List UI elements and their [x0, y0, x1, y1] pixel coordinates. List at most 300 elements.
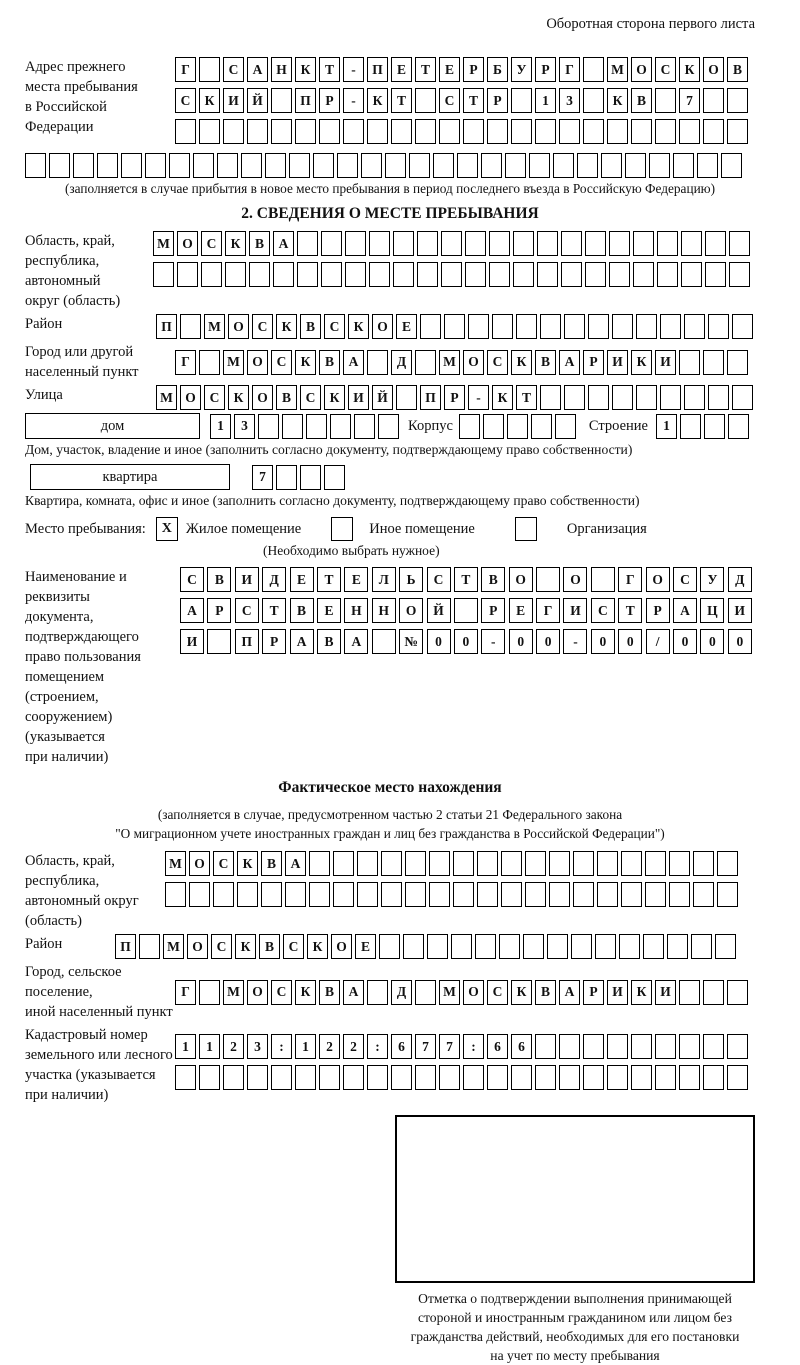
char-cell[interactable]: К [235, 934, 256, 959]
char-cell[interactable] [633, 231, 654, 256]
char-cell[interactable] [657, 231, 678, 256]
char-cell[interactable] [475, 934, 496, 959]
char-cell[interactable] [396, 385, 417, 410]
char-cell[interactable]: 1 [199, 1034, 220, 1059]
char-cell[interactable]: 3 [234, 414, 255, 439]
char-cell[interactable]: 7 [679, 88, 700, 113]
char-cell[interactable]: С [175, 88, 196, 113]
char-cell[interactable]: С [235, 598, 259, 623]
char-cell[interactable]: С [324, 314, 345, 339]
char-cell[interactable]: П [235, 629, 259, 654]
char-cell[interactable]: Й [247, 88, 268, 113]
char-cell[interactable] [463, 119, 484, 144]
char-cell[interactable]: 1 [175, 1034, 196, 1059]
char-cell[interactable] [621, 882, 642, 907]
char-cell[interactable]: А [273, 231, 294, 256]
char-cell[interactable] [285, 882, 306, 907]
char-cell[interactable] [573, 851, 594, 876]
char-cell[interactable] [405, 851, 426, 876]
char-cell[interactable]: Г [175, 57, 196, 82]
char-cell[interactable]: А [673, 598, 697, 623]
char-cell[interactable] [276, 465, 297, 490]
char-cell[interactable]: К [367, 88, 388, 113]
char-cell[interactable]: - [343, 88, 364, 113]
char-cell[interactable] [343, 119, 364, 144]
char-cell[interactable] [385, 153, 406, 178]
char-cell[interactable]: Д [391, 350, 412, 375]
char-cell[interactable]: О [372, 314, 393, 339]
char-cell[interactable] [555, 414, 576, 439]
char-cell[interactable]: Т [317, 567, 341, 592]
char-cell[interactable]: П [156, 314, 177, 339]
char-cell[interactable]: - [481, 629, 505, 654]
char-cell[interactable]: Р [207, 598, 231, 623]
char-cell[interactable]: С [427, 567, 451, 592]
char-cell[interactable] [679, 980, 700, 1005]
char-cell[interactable] [357, 851, 378, 876]
char-cell[interactable]: - [343, 57, 364, 82]
char-cell[interactable] [529, 153, 550, 178]
char-cell[interactable]: 3 [559, 88, 580, 113]
char-cell[interactable] [693, 851, 714, 876]
char-cell[interactable] [354, 414, 375, 439]
char-cell[interactable]: К [276, 314, 297, 339]
char-cell[interactable] [420, 314, 441, 339]
char-cell[interactable] [540, 385, 561, 410]
char-cell[interactable] [631, 1034, 652, 1059]
char-cell[interactable]: П [420, 385, 441, 410]
char-cell[interactable] [271, 119, 292, 144]
char-cell[interactable] [309, 851, 330, 876]
char-cell[interactable]: 0 [728, 629, 752, 654]
char-cell[interactable] [201, 262, 222, 287]
char-cell[interactable] [536, 567, 560, 592]
char-cell[interactable] [727, 88, 748, 113]
char-cell[interactable] [511, 1065, 532, 1090]
char-cell[interactable]: В [276, 385, 297, 410]
char-cell[interactable] [337, 153, 358, 178]
char-cell[interactable] [501, 851, 522, 876]
char-cell[interactable] [511, 88, 532, 113]
char-cell[interactable]: И [655, 980, 676, 1005]
char-cell[interactable] [345, 262, 366, 287]
char-cell[interactable]: Е [317, 598, 341, 623]
char-cell[interactable]: В [631, 88, 652, 113]
char-cell[interactable]: 7 [415, 1034, 436, 1059]
char-cell[interactable]: 1 [656, 414, 677, 439]
char-cell[interactable] [501, 882, 522, 907]
char-cell[interactable] [669, 851, 690, 876]
char-cell[interactable]: Л [372, 567, 396, 592]
char-cell[interactable]: Ц [700, 598, 724, 623]
char-cell[interactable] [679, 119, 700, 144]
char-cell[interactable] [657, 262, 678, 287]
char-cell[interactable] [655, 1065, 676, 1090]
char-cell[interactable]: У [511, 57, 532, 82]
char-cell[interactable] [217, 153, 238, 178]
char-cell[interactable] [684, 314, 705, 339]
char-cell[interactable]: Т [262, 598, 286, 623]
char-cell[interactable] [225, 262, 246, 287]
char-cell[interactable] [367, 980, 388, 1005]
char-cell[interactable] [655, 1034, 676, 1059]
char-cell[interactable] [417, 262, 438, 287]
char-cell[interactable]: М [223, 350, 244, 375]
char-cell[interactable]: И [563, 598, 587, 623]
char-cell[interactable]: Д [728, 567, 752, 592]
char-cell[interactable] [177, 262, 198, 287]
char-cell[interactable]: М [439, 350, 460, 375]
char-cell[interactable] [247, 1065, 268, 1090]
char-cell[interactable]: И [728, 598, 752, 623]
char-cell[interactable] [319, 1065, 340, 1090]
char-cell[interactable]: К [492, 385, 513, 410]
char-cell[interactable]: О [180, 385, 201, 410]
char-cell[interactable] [705, 262, 726, 287]
char-cell[interactable]: Д [391, 980, 412, 1005]
char-cell[interactable]: К [199, 88, 220, 113]
char-cell[interactable] [705, 231, 726, 256]
char-cell[interactable] [439, 1065, 460, 1090]
char-cell[interactable]: О [247, 980, 268, 1005]
char-cell[interactable] [513, 262, 534, 287]
char-cell[interactable]: О [703, 57, 724, 82]
char-cell[interactable]: 3 [247, 1034, 268, 1059]
char-cell[interactable] [708, 385, 729, 410]
char-cell[interactable]: С [487, 350, 508, 375]
char-cell[interactable] [433, 153, 454, 178]
char-cell[interactable] [704, 414, 725, 439]
char-cell[interactable] [145, 153, 166, 178]
char-cell[interactable] [367, 350, 388, 375]
char-cell[interactable]: А [559, 980, 580, 1005]
char-cell[interactable]: К [631, 350, 652, 375]
char-cell[interactable]: В [535, 980, 556, 1005]
char-cell[interactable] [636, 314, 657, 339]
char-cell[interactable] [441, 231, 462, 256]
char-cell[interactable] [535, 1034, 556, 1059]
char-cell[interactable] [415, 350, 436, 375]
char-cell[interactable]: К [225, 231, 246, 256]
char-cell[interactable]: / [646, 629, 670, 654]
char-cell[interactable] [625, 153, 646, 178]
char-cell[interactable] [588, 314, 609, 339]
char-cell[interactable]: И [655, 350, 676, 375]
char-cell[interactable]: 7 [439, 1034, 460, 1059]
char-cell[interactable] [487, 119, 508, 144]
char-cell[interactable]: 1 [210, 414, 231, 439]
char-cell[interactable] [708, 314, 729, 339]
char-cell[interactable] [73, 153, 94, 178]
char-cell[interactable]: Г [175, 350, 196, 375]
char-cell[interactable] [679, 1065, 700, 1090]
char-cell[interactable] [585, 262, 606, 287]
char-cell[interactable] [367, 119, 388, 144]
char-cell[interactable] [372, 629, 396, 654]
char-cell[interactable]: А [247, 57, 268, 82]
char-cell[interactable] [295, 1065, 316, 1090]
char-cell[interactable]: 0 [536, 629, 560, 654]
char-cell[interactable] [189, 882, 210, 907]
char-cell[interactable]: У [700, 567, 724, 592]
char-cell[interactable]: В [261, 851, 282, 876]
char-cell[interactable] [492, 314, 513, 339]
char-cell[interactable] [559, 1065, 580, 1090]
char-cell[interactable] [199, 119, 220, 144]
char-cell[interactable] [729, 231, 750, 256]
char-cell[interactable]: О [187, 934, 208, 959]
char-cell[interactable] [441, 262, 462, 287]
char-cell[interactable] [199, 350, 220, 375]
char-cell[interactable]: 0 [673, 629, 697, 654]
char-cell[interactable] [481, 153, 502, 178]
char-cell[interactable]: Р [487, 88, 508, 113]
char-cell[interactable] [561, 262, 582, 287]
char-cell[interactable] [405, 882, 426, 907]
char-cell[interactable] [483, 414, 504, 439]
char-cell[interactable] [549, 882, 570, 907]
char-cell[interactable] [583, 1065, 604, 1090]
char-cell[interactable] [669, 882, 690, 907]
char-cell[interactable]: К [307, 934, 328, 959]
char-cell[interactable]: С [439, 88, 460, 113]
stay-type-checkbox-organization[interactable] [515, 517, 537, 541]
char-cell[interactable] [25, 153, 46, 178]
char-cell[interactable] [454, 598, 478, 623]
char-cell[interactable]: Т [454, 567, 478, 592]
char-cell[interactable] [199, 1065, 220, 1090]
char-cell[interactable]: К [348, 314, 369, 339]
char-cell[interactable] [319, 119, 340, 144]
char-cell[interactable] [727, 1034, 748, 1059]
char-cell[interactable]: Е [391, 57, 412, 82]
char-cell[interactable]: В [259, 934, 280, 959]
char-cell[interactable] [199, 980, 220, 1005]
char-cell[interactable] [703, 1065, 724, 1090]
char-cell[interactable]: 0 [700, 629, 724, 654]
char-cell[interactable] [459, 414, 480, 439]
char-cell[interactable]: 1 [535, 88, 556, 113]
char-cell[interactable]: : [271, 1034, 292, 1059]
char-cell[interactable] [728, 414, 749, 439]
char-cell[interactable] [715, 934, 736, 959]
char-cell[interactable]: А [343, 350, 364, 375]
char-cell[interactable] [49, 153, 70, 178]
char-cell[interactable] [241, 153, 262, 178]
char-cell[interactable] [477, 851, 498, 876]
char-cell[interactable]: - [468, 385, 489, 410]
char-cell[interactable] [415, 980, 436, 1005]
char-cell[interactable]: № [399, 629, 423, 654]
char-cell[interactable] [583, 88, 604, 113]
char-cell[interactable] [681, 231, 702, 256]
char-cell[interactable] [553, 153, 574, 178]
char-cell[interactable] [505, 153, 526, 178]
char-cell[interactable]: В [319, 350, 340, 375]
char-cell[interactable]: Т [463, 88, 484, 113]
char-cell[interactable] [703, 350, 724, 375]
char-cell[interactable]: Й [372, 385, 393, 410]
char-cell[interactable]: П [295, 88, 316, 113]
char-cell[interactable]: Т [516, 385, 537, 410]
char-cell[interactable] [381, 851, 402, 876]
char-cell[interactable] [297, 231, 318, 256]
char-cell[interactable]: С [591, 598, 615, 623]
char-cell[interactable] [343, 1065, 364, 1090]
char-cell[interactable] [577, 153, 598, 178]
char-cell[interactable]: О [646, 567, 670, 592]
char-cell[interactable]: 2 [223, 1034, 244, 1059]
char-cell[interactable] [282, 414, 303, 439]
char-cell[interactable] [511, 119, 532, 144]
char-cell[interactable] [175, 119, 196, 144]
char-cell[interactable]: П [115, 934, 136, 959]
char-cell[interactable] [727, 980, 748, 1005]
stay-type-checkbox-other-premises[interactable] [331, 517, 353, 541]
char-cell[interactable]: С [204, 385, 225, 410]
char-cell[interactable] [540, 314, 561, 339]
char-cell[interactable]: А [559, 350, 580, 375]
char-cell[interactable]: Ь [399, 567, 423, 592]
char-cell[interactable]: 1 [295, 1034, 316, 1059]
char-cell[interactable] [193, 153, 214, 178]
char-cell[interactable]: Н [271, 57, 292, 82]
char-cell[interactable] [175, 1065, 196, 1090]
char-cell[interactable]: О [228, 314, 249, 339]
char-cell[interactable] [477, 882, 498, 907]
char-cell[interactable] [588, 385, 609, 410]
char-cell[interactable] [361, 153, 382, 178]
char-cell[interactable] [429, 882, 450, 907]
char-cell[interactable] [649, 153, 670, 178]
char-cell[interactable]: И [235, 567, 259, 592]
char-cell[interactable] [345, 231, 366, 256]
char-cell[interactable] [655, 119, 676, 144]
char-cell[interactable] [306, 414, 327, 439]
char-cell[interactable]: О [631, 57, 652, 82]
char-cell[interactable]: М [153, 231, 174, 256]
char-cell[interactable] [703, 980, 724, 1005]
char-cell[interactable]: Д [262, 567, 286, 592]
char-cell[interactable]: 0 [591, 629, 615, 654]
char-cell[interactable]: Т [618, 598, 642, 623]
char-cell[interactable]: О [189, 851, 210, 876]
char-cell[interactable]: С [211, 934, 232, 959]
char-cell[interactable] [247, 119, 268, 144]
char-cell[interactable] [468, 314, 489, 339]
char-cell[interactable] [691, 934, 712, 959]
char-cell[interactable] [607, 1065, 628, 1090]
char-cell[interactable] [595, 934, 616, 959]
char-cell[interactable]: М [439, 980, 460, 1005]
char-cell[interactable]: Г [536, 598, 560, 623]
char-cell[interactable] [597, 882, 618, 907]
char-cell[interactable]: А [180, 598, 204, 623]
char-cell[interactable] [271, 88, 292, 113]
char-cell[interactable]: Н [344, 598, 368, 623]
char-cell[interactable]: Р [463, 57, 484, 82]
char-cell[interactable] [415, 88, 436, 113]
char-cell[interactable]: Т [391, 88, 412, 113]
char-cell[interactable] [489, 231, 510, 256]
char-cell[interactable]: С [283, 934, 304, 959]
char-cell[interactable] [97, 153, 118, 178]
char-cell[interactable]: К [228, 385, 249, 410]
char-cell[interactable] [427, 934, 448, 959]
char-cell[interactable] [607, 1034, 628, 1059]
char-cell[interactable]: Г [175, 980, 196, 1005]
char-cell[interactable]: С [271, 980, 292, 1005]
char-cell[interactable]: В [300, 314, 321, 339]
char-cell[interactable]: М [163, 934, 184, 959]
char-cell[interactable] [583, 119, 604, 144]
char-cell[interactable] [583, 57, 604, 82]
char-cell[interactable] [207, 629, 231, 654]
char-cell[interactable]: О [563, 567, 587, 592]
char-cell[interactable]: С [300, 385, 321, 410]
char-cell[interactable]: О [463, 350, 484, 375]
char-cell[interactable]: К [295, 57, 316, 82]
char-cell[interactable] [295, 119, 316, 144]
char-cell[interactable]: О [331, 934, 352, 959]
char-cell[interactable]: В [317, 629, 341, 654]
char-cell[interactable] [559, 119, 580, 144]
char-cell[interactable] [357, 882, 378, 907]
char-cell[interactable]: С [487, 980, 508, 1005]
char-cell[interactable]: М [607, 57, 628, 82]
char-cell[interactable] [489, 262, 510, 287]
char-cell[interactable] [660, 385, 681, 410]
char-cell[interactable]: М [204, 314, 225, 339]
char-cell[interactable] [180, 314, 201, 339]
char-cell[interactable] [525, 882, 546, 907]
char-cell[interactable]: В [319, 980, 340, 1005]
char-cell[interactable] [537, 262, 558, 287]
char-cell[interactable]: С [223, 57, 244, 82]
char-cell[interactable] [717, 882, 738, 907]
char-cell[interactable]: П [367, 57, 388, 82]
char-cell[interactable] [333, 851, 354, 876]
char-cell[interactable]: К [237, 851, 258, 876]
char-cell[interactable] [465, 231, 486, 256]
char-cell[interactable] [321, 231, 342, 256]
char-cell[interactable]: Е [290, 567, 314, 592]
char-cell[interactable] [535, 119, 556, 144]
char-cell[interactable]: 7 [252, 465, 273, 490]
char-cell[interactable] [273, 262, 294, 287]
char-cell[interactable] [237, 882, 258, 907]
char-cell[interactable] [516, 314, 537, 339]
char-cell[interactable] [636, 385, 657, 410]
char-cell[interactable] [607, 119, 628, 144]
char-cell[interactable]: А [344, 629, 368, 654]
char-cell[interactable] [321, 262, 342, 287]
char-cell[interactable] [415, 119, 436, 144]
char-cell[interactable] [727, 350, 748, 375]
char-cell[interactable] [381, 882, 402, 907]
char-cell[interactable] [369, 262, 390, 287]
char-cell[interactable]: 2 [319, 1034, 340, 1059]
char-cell[interactable]: С [271, 350, 292, 375]
char-cell[interactable]: С [655, 57, 676, 82]
char-cell[interactable] [609, 262, 630, 287]
char-cell[interactable] [703, 119, 724, 144]
char-cell[interactable] [732, 385, 753, 410]
char-cell[interactable] [703, 1034, 724, 1059]
char-cell[interactable] [415, 1065, 436, 1090]
char-cell[interactable]: С [180, 567, 204, 592]
char-cell[interactable]: К [324, 385, 345, 410]
